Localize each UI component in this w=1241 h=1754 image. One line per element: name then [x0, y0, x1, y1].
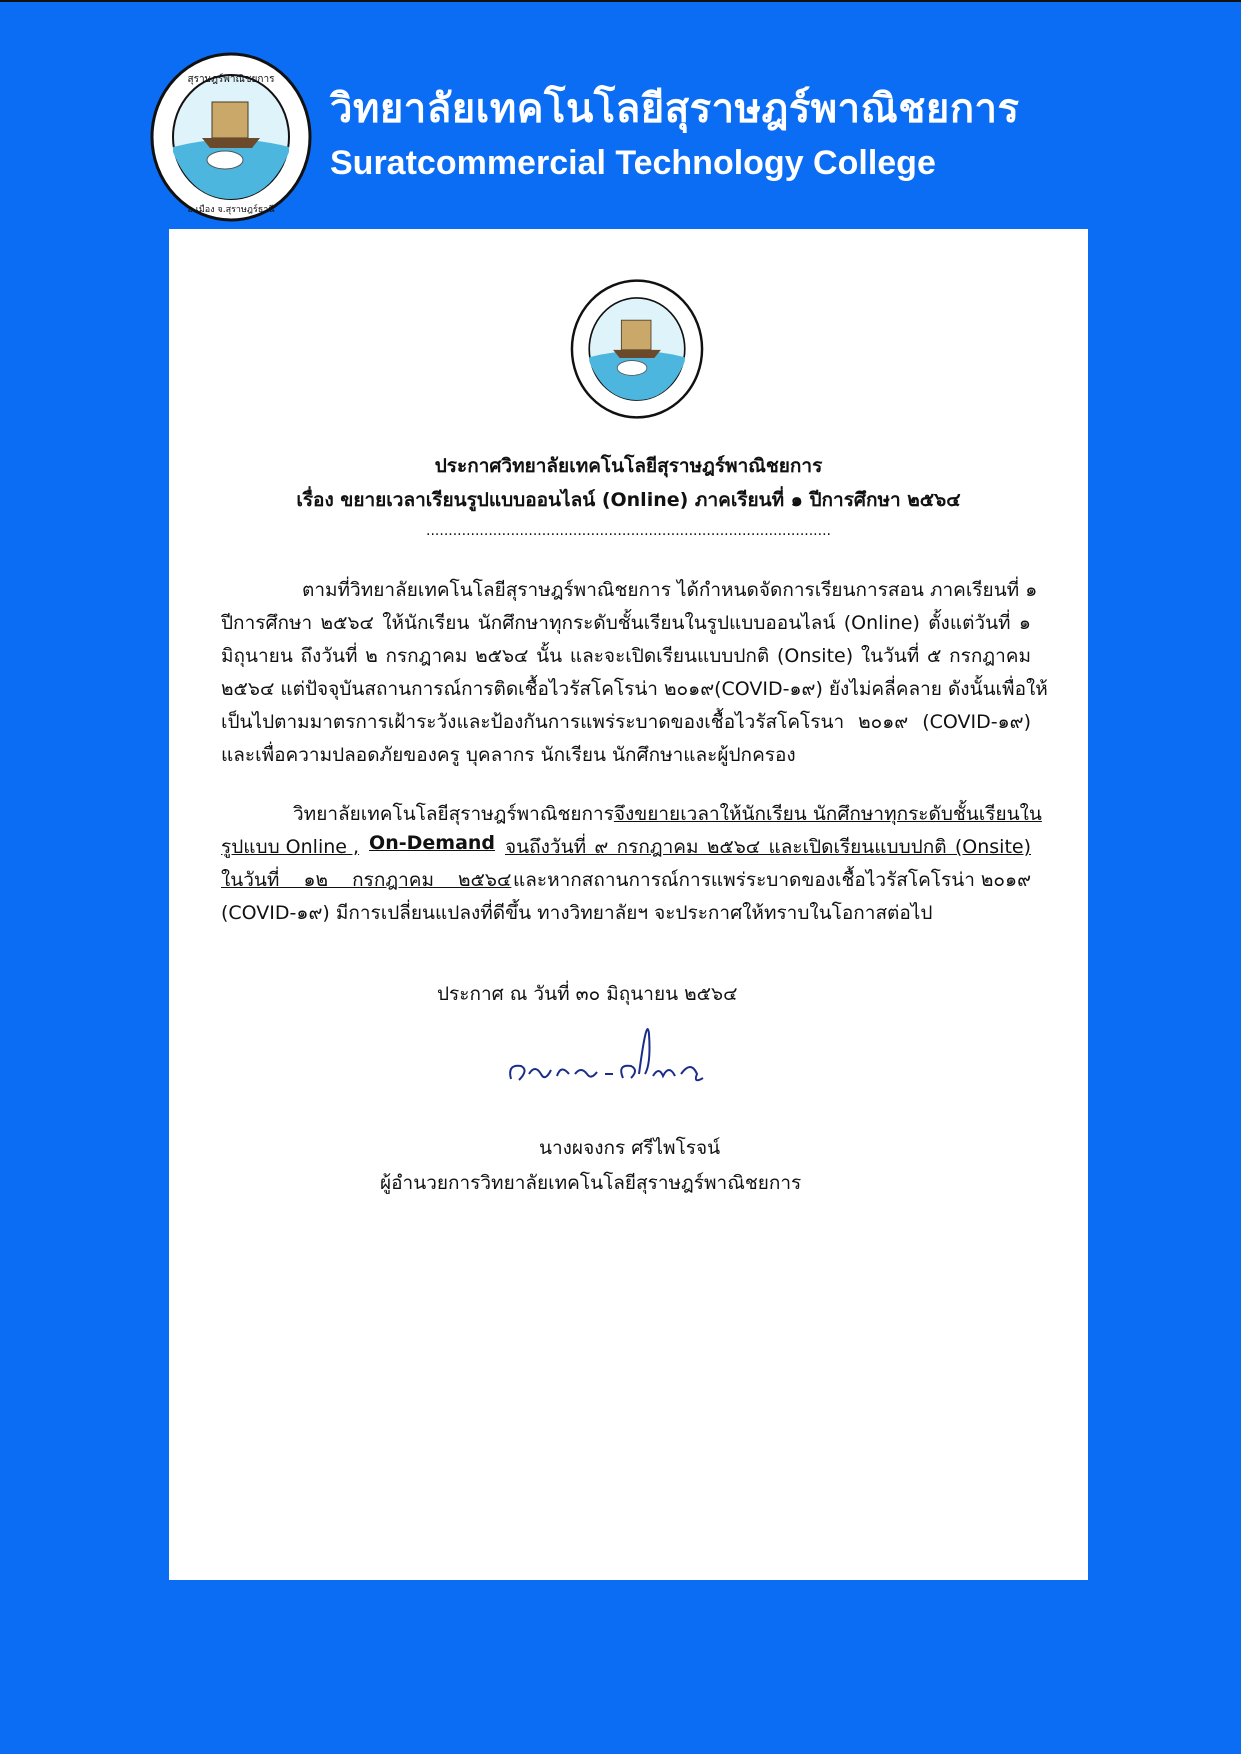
paragraph-1-line: ปีการศึกษา ๒๕๖๔ ให้นักเรียน นักศึกษาทุกระดับชั้นเรียนในรูปแบบออนไลน์ (Online) ตั้งแต่วันที่ ๑	[221, 612, 1031, 634]
college-logo	[150, 52, 312, 222]
signer-name: นางผจงกร ศรีไพโรจน์	[539, 1137, 721, 1159]
underlined-text: ในวันที่ ๑๒ กรกฎาคม ๒๕๖๔	[221, 869, 512, 891]
paragraph-1-line: และเพื่อความปลอดภัยของครู บุคลากร นักเรียน นักศึกษาและผู้ปกครอง	[221, 744, 796, 766]
paragraph-2-line	[221, 832, 1031, 862]
bold-text: On-Demand	[369, 832, 496, 854]
college-name-thai: วิทยาลัยเทคโนโลยีสุราษฎร์พาณิชยการ	[330, 86, 1020, 132]
paragraph-2-line	[221, 865, 1031, 895]
announcement-document	[169, 229, 1088, 1580]
paragraph-1-line: มิถุนายน ถึงวันที่ ๒ กรกฎาคม ๒๕๖๔ นั้น และจะเปิดเรียนแบบปกติ (Onsite) ในวันที่ ๕ กรกฎาคม	[221, 645, 1031, 667]
svg-text:สุราษฎร์พาณิชยการ: สุราษฎร์พาณิชยการ	[187, 74, 275, 85]
signature	[499, 1024, 739, 1104]
paragraph-1-line: ตามที่วิทยาลัยเทคโนโลยีสุราษฎร์พาณิชยการ ได้กำหนดจัดการเรียนการสอน ภาคเรียนที่ ๑	[302, 579, 1038, 601]
paragraph-2-line: (COVID-๑๙) มีการเปลี่ยนแปลงที่ดีขึ้น ทางวิทยาลัยฯ จะประกาศให้ทราบในโอกาสต่อไป	[221, 902, 933, 924]
announcement-heading: ประกาศวิทยาลัยเทคโนโลยีสุราษฎร์พาณิชยการ	[434, 455, 823, 477]
document-logo	[570, 279, 704, 419]
paragraph-1-line: ๒๕๖๔ แต่ปัจจุบันสถานการณ์การติดเชื้อไวรัสโคโรน่า ๒๐๑๙(COVID-๑๙) ยังไม่คลี่คลาย ดังนั้นเพื่อให้	[221, 678, 1048, 700]
text: วิทยาลัยเทคโนโลยีสุราษฎร์พาณิชยการ	[293, 803, 614, 825]
text: รูปแบบ Online ,	[221, 836, 360, 858]
announcement-subject: เรื่อง ขยายเวลาเรียนรูปแบบออนไลน์ (Online) ภาคเรียนที่ ๑ ปีการศึกษา ๒๕๖๔	[296, 489, 961, 511]
svg-text:อ.เมือง จ.สุราษฎร์ธานี: อ.เมือง จ.สุราษฎร์ธานี	[187, 205, 275, 215]
separator-dots: ...........................................................................................	[426, 523, 831, 539]
announcement-date: ประกาศ ณ วันที่ ๓๐ มิถุนายน ๒๕๖๔	[437, 983, 738, 1005]
text: และหากสถานการณ์การแพร่ระบาดของเชื้อไวรัสโคโรน่า ๒๐๑๙	[512, 869, 1031, 891]
signer-position: ผู้อำนวยการวิทยาลัยเทคโนโลยีสุราษฎร์พาณิชยการ	[380, 1172, 802, 1194]
underlined-text: จึงขยายเวลาให้นักเรียน นักศึกษาทุกระดับชั้นเรียนใน	[613, 803, 1042, 825]
paragraph-2-line	[293, 799, 1042, 829]
paragraph-1-line: เป็นไปตามมาตรการเฝ้าระวังและป้องกันการแพร่ระบาดของเชื้อไวรัสโคโรนา ๒๐๑๙ (COVID-๑๙)	[221, 711, 1031, 733]
college-name-english: Suratcommercial Technology College	[330, 144, 936, 182]
text: จนถึงวันที่ ๙ กรกฎาคม ๒๕๖๔ และเปิดเรียนแบบปกติ (Onsite)	[505, 836, 1031, 858]
